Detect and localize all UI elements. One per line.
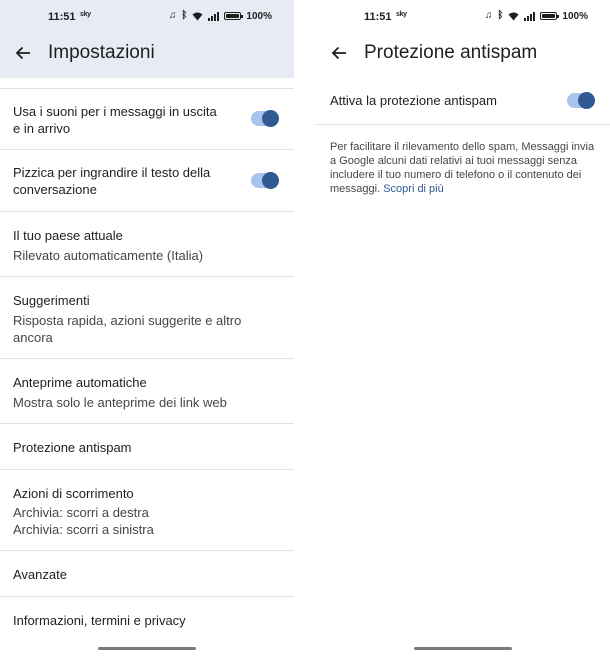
signal-icon xyxy=(524,12,535,21)
toggle-knob xyxy=(262,172,279,189)
spam-protection-screen xyxy=(316,0,610,657)
spam-description xyxy=(330,140,596,196)
vibrate-icon: ♫ xyxy=(168,10,177,21)
home-indicator[interactable] xyxy=(414,647,512,650)
toggle-knob xyxy=(262,110,279,127)
bluetooth-icon: ᛒ xyxy=(181,10,188,21)
spam-protection-toggle[interactable] xyxy=(567,93,594,108)
toggle-knob xyxy=(578,92,595,109)
setting-label: Usa i suoni per i messaggi in uscita e in arrivo xyxy=(13,104,217,136)
battery-level: 100% xyxy=(246,10,272,22)
home-indicator[interactable] xyxy=(98,647,196,650)
app-bar xyxy=(316,28,610,78)
page-title: Protezione antispam xyxy=(364,42,538,63)
setting-summary: Archivia: scorri a destra xyxy=(13,505,149,520)
setting-auto-previews[interactable] xyxy=(0,359,294,424)
settings-list xyxy=(0,88,294,643)
setting-label: Informazioni, termini e privacy xyxy=(13,613,186,628)
setting-label: Pizzica per ingrandire il testo della conversazione xyxy=(13,165,211,197)
back-button[interactable] xyxy=(12,42,34,64)
arrow-left-icon xyxy=(331,45,347,61)
setting-country[interactable] xyxy=(0,212,294,277)
pinch-zoom-toggle[interactable] xyxy=(251,173,278,188)
spam-protection-toggle-row[interactable] xyxy=(316,78,610,125)
setting-swipe-actions[interactable] xyxy=(0,470,294,551)
setting-about[interactable] xyxy=(0,597,294,643)
setting-label: Azioni di scorrimento xyxy=(13,486,134,501)
status-time: 11:51 xyxy=(48,11,76,23)
setting-label: Anteprime automatiche xyxy=(13,375,147,390)
carrier-logo: sky xyxy=(80,11,91,18)
spam-description-text: Per facilitare il rilevamento dello spam, Messaggi invia a Google alcuni dati relativi ai tuoi messaggi senza includere il tuo numero di telefono o il contenuto dei messaggi. xyxy=(330,141,595,195)
page-title: Impostazioni xyxy=(48,42,155,63)
bluetooth-icon: ᛒ xyxy=(497,10,504,21)
carrier-logo: sky xyxy=(396,11,407,18)
status-time: 11:51 xyxy=(364,11,392,23)
battery-level: 100% xyxy=(562,10,588,22)
status-icons xyxy=(485,10,588,22)
spam-toggle-label: Attiva la protezione antispam xyxy=(330,93,497,108)
wifi-icon xyxy=(192,12,203,21)
app-bar xyxy=(0,28,294,78)
setting-summary: Archivia: scorri a sinistra xyxy=(13,522,154,537)
setting-label: Suggerimenti xyxy=(13,293,90,308)
vibrate-icon: ♫ xyxy=(484,10,493,21)
setting-advanced[interactable] xyxy=(0,551,294,597)
arrow-left-icon xyxy=(15,45,31,61)
setting-suggestions[interactable] xyxy=(0,277,294,359)
learn-more-link[interactable]: Scopri di più xyxy=(383,183,444,195)
back-button[interactable] xyxy=(328,42,350,64)
sounds-toggle[interactable] xyxy=(251,111,278,126)
status-bar xyxy=(0,0,294,28)
setting-summary: Risposta rapida, azioni suggerite e altro ancora xyxy=(13,313,242,345)
setting-label: Il tuo paese attuale xyxy=(13,228,123,243)
setting-pinch-zoom[interactable] xyxy=(0,150,294,212)
battery-icon xyxy=(224,12,241,20)
setting-label: Avanzate xyxy=(13,567,67,582)
signal-icon xyxy=(208,12,219,21)
setting-spam-protection[interactable] xyxy=(0,424,294,470)
status-icons xyxy=(169,10,272,22)
setting-label: Protezione antispam xyxy=(13,440,132,455)
battery-icon xyxy=(540,12,557,20)
wifi-icon xyxy=(508,12,519,21)
setting-summary: Rilevato automaticamente (Italia) xyxy=(13,248,204,263)
settings-screen xyxy=(0,0,294,657)
setting-sounds[interactable] xyxy=(0,88,294,150)
setting-summary: Mostra solo le anteprime dei link web xyxy=(13,395,227,410)
